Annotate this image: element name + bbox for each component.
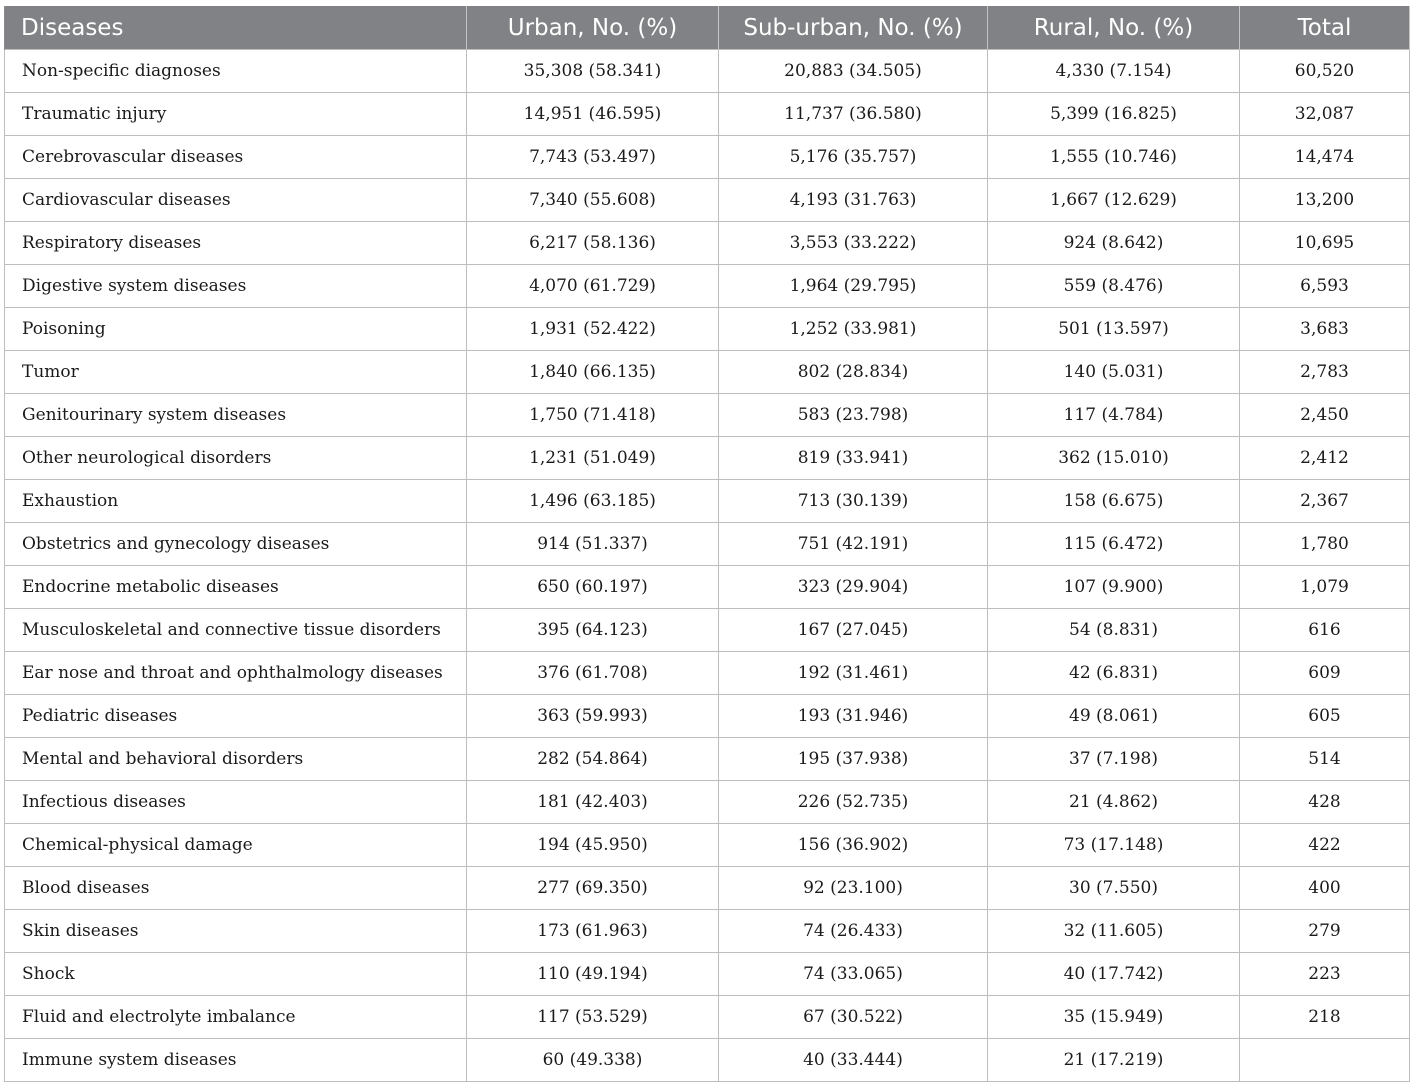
table-row (5, 652, 1410, 695)
cell-urban: 181 (42.403) (467, 781, 719, 824)
cell-total: 218 (1240, 996, 1410, 1039)
cell-urban: 1,750 (71.418) (467, 394, 719, 437)
cell-total: 13,200 (1240, 179, 1410, 222)
table-body (5, 50, 1410, 1082)
cell-rural: 5,399 (16.825) (988, 93, 1240, 136)
cell-disease: Fluid and electrolyte imbalance (5, 996, 467, 1039)
cell-disease: Ear nose and throat and ophthalmology diseases (5, 652, 467, 695)
cell-total: 514 (1240, 738, 1410, 781)
cell-total: 32,087 (1240, 93, 1410, 136)
cell-sub-urban: 802 (28.834) (719, 351, 988, 394)
cell-urban: 60 (49.338) (467, 1039, 719, 1082)
cell-total: 2,450 (1240, 394, 1410, 437)
cell-sub-urban: 751 (42.191) (719, 523, 988, 566)
cell-urban: 173 (61.963) (467, 910, 719, 953)
cell-rural: 49 (8.061) (988, 695, 1240, 738)
cell-rural: 4,330 (7.154) (988, 50, 1240, 93)
cell-sub-urban: 167 (27.045) (719, 609, 988, 652)
cell-rural: 54 (8.831) (988, 609, 1240, 652)
table-row (5, 695, 1410, 738)
table-row (5, 867, 1410, 910)
table-row (5, 394, 1410, 437)
cell-urban: 1,840 (66.135) (467, 351, 719, 394)
cell-total: 2,783 (1240, 351, 1410, 394)
cell-rural: 140 (5.031) (988, 351, 1240, 394)
cell-rural: 30 (7.550) (988, 867, 1240, 910)
cell-rural: 32 (11.605) (988, 910, 1240, 953)
cell-rural: 37 (7.198) (988, 738, 1240, 781)
cell-sub-urban: 40 (33.444) (719, 1039, 988, 1082)
table-row (5, 437, 1410, 480)
cell-total: 609 (1240, 652, 1410, 695)
table-row (5, 609, 1410, 652)
cell-rural: 1,555 (10.746) (988, 136, 1240, 179)
cell-rural: 1,667 (12.629) (988, 179, 1240, 222)
header-row (5, 6, 1410, 50)
cell-sub-urban: 5,176 (35.757) (719, 136, 988, 179)
table-row (5, 179, 1410, 222)
cell-sub-urban: 192 (31.461) (719, 652, 988, 695)
table-row (5, 93, 1410, 136)
table-row (5, 308, 1410, 351)
cell-rural: 158 (6.675) (988, 480, 1240, 523)
cell-sub-urban: 3,553 (33.222) (719, 222, 988, 265)
cell-rural: 21 (4.862) (988, 781, 1240, 824)
diseases-table (4, 6, 1410, 1082)
cell-sub-urban: 583 (23.798) (719, 394, 988, 437)
cell-urban: 650 (60.197) (467, 566, 719, 609)
cell-disease: Pediatric diseases (5, 695, 467, 738)
cell-urban: 277 (69.350) (467, 867, 719, 910)
cell-disease: Immune system diseases (5, 1039, 467, 1082)
cell-urban: 6,217 (58.136) (467, 222, 719, 265)
cell-urban: 35,308 (58.341) (467, 50, 719, 93)
cell-total: 1,780 (1240, 523, 1410, 566)
cell-disease: Obstetrics and gynecology diseases (5, 523, 467, 566)
cell-sub-urban: 92 (23.100) (719, 867, 988, 910)
header-diseases: Diseases (5, 6, 467, 50)
cell-sub-urban: 74 (26.433) (719, 910, 988, 953)
cell-total: 1,079 (1240, 566, 1410, 609)
table-row (5, 136, 1410, 179)
cell-disease: Genitourinary system diseases (5, 394, 467, 437)
cell-disease: Respiratory diseases (5, 222, 467, 265)
cell-total: 3,683 (1240, 308, 1410, 351)
cell-total: 6,593 (1240, 265, 1410, 308)
cell-disease: Cerebrovascular diseases (5, 136, 467, 179)
cell-rural: 115 (6.472) (988, 523, 1240, 566)
cell-disease: Mental and behavioral disorders (5, 738, 467, 781)
cell-urban: 7,743 (53.497) (467, 136, 719, 179)
header-urban: Urban, No. (%) (467, 6, 719, 50)
cell-sub-urban: 4,193 (31.763) (719, 179, 988, 222)
table-container (4, 6, 1409, 1082)
cell-rural: 362 (15.010) (988, 437, 1240, 480)
cell-sub-urban: 713 (30.139) (719, 480, 988, 523)
cell-total: 279 (1240, 910, 1410, 953)
header-total: Total (1240, 6, 1410, 50)
table-row (5, 523, 1410, 566)
cell-rural: 21 (17.219) (988, 1039, 1240, 1082)
cell-total: 2,367 (1240, 480, 1410, 523)
cell-disease: Other neurological disorders (5, 437, 467, 480)
cell-disease: Endocrine metabolic diseases (5, 566, 467, 609)
cell-disease: Exhaustion (5, 480, 467, 523)
table-row (5, 222, 1410, 265)
cell-sub-urban: 819 (33.941) (719, 437, 988, 480)
table-row (5, 1039, 1410, 1082)
cell-rural: 42 (6.831) (988, 652, 1240, 695)
cell-sub-urban: 193 (31.946) (719, 695, 988, 738)
cell-disease: Traumatic injury (5, 93, 467, 136)
cell-sub-urban: 1,964 (29.795) (719, 265, 988, 308)
cell-total: 400 (1240, 867, 1410, 910)
table-row (5, 351, 1410, 394)
cell-total: 60,520 (1240, 50, 1410, 93)
cell-total: 422 (1240, 824, 1410, 867)
table-row (5, 265, 1410, 308)
cell-urban: 395 (64.123) (467, 609, 719, 652)
cell-urban: 1,231 (51.049) (467, 437, 719, 480)
cell-disease: Non-specific diagnoses (5, 50, 467, 93)
cell-urban: 282 (54.864) (467, 738, 719, 781)
cell-rural: 35 (15.949) (988, 996, 1240, 1039)
cell-rural: 924 (8.642) (988, 222, 1240, 265)
cell-urban: 7,340 (55.608) (467, 179, 719, 222)
cell-urban: 1,496 (63.185) (467, 480, 719, 523)
cell-disease: Digestive system diseases (5, 265, 467, 308)
cell-disease: Chemical-physical damage (5, 824, 467, 867)
cell-urban: 194 (45.950) (467, 824, 719, 867)
cell-disease: Cardiovascular diseases (5, 179, 467, 222)
header-sub-urban: Sub-urban, No. (%) (719, 6, 988, 50)
table-row (5, 996, 1410, 1039)
cell-urban: 117 (53.529) (467, 996, 719, 1039)
cell-disease: Poisoning (5, 308, 467, 351)
cell-urban: 914 (51.337) (467, 523, 719, 566)
table-row (5, 480, 1410, 523)
cell-urban: 363 (59.993) (467, 695, 719, 738)
cell-disease: Infectious diseases (5, 781, 467, 824)
cell-total: 14,474 (1240, 136, 1410, 179)
cell-disease: Tumor (5, 351, 467, 394)
cell-sub-urban: 67 (30.522) (719, 996, 988, 1039)
table-row (5, 738, 1410, 781)
table-row (5, 953, 1410, 996)
cell-sub-urban: 323 (29.904) (719, 566, 988, 609)
cell-urban: 1,931 (52.422) (467, 308, 719, 351)
table-row (5, 781, 1410, 824)
table-row (5, 910, 1410, 953)
cell-urban: 110 (49.194) (467, 953, 719, 996)
cell-rural: 73 (17.148) (988, 824, 1240, 867)
table-row (5, 566, 1410, 609)
cell-total (1240, 1039, 1410, 1082)
cell-rural: 107 (9.900) (988, 566, 1240, 609)
cell-rural: 40 (17.742) (988, 953, 1240, 996)
cell-sub-urban: 226 (52.735) (719, 781, 988, 824)
cell-total: 428 (1240, 781, 1410, 824)
table-row (5, 824, 1410, 867)
cell-total: 616 (1240, 609, 1410, 652)
cell-disease: Skin diseases (5, 910, 467, 953)
cell-sub-urban: 20,883 (34.505) (719, 50, 988, 93)
cell-disease: Blood diseases (5, 867, 467, 910)
table-header (5, 6, 1410, 50)
cell-sub-urban: 11,737 (36.580) (719, 93, 988, 136)
cell-urban: 14,951 (46.595) (467, 93, 719, 136)
cell-total: 10,695 (1240, 222, 1410, 265)
cell-rural: 559 (8.476) (988, 265, 1240, 308)
table-row (5, 50, 1410, 93)
cell-disease: Musculoskeletal and connective tissue disorders (5, 609, 467, 652)
cell-total: 605 (1240, 695, 1410, 738)
header-rural: Rural, No. (%) (988, 6, 1240, 50)
cell-rural: 501 (13.597) (988, 308, 1240, 351)
cell-disease: Shock (5, 953, 467, 996)
cell-sub-urban: 1,252 (33.981) (719, 308, 988, 351)
cell-urban: 376 (61.708) (467, 652, 719, 695)
cell-rural: 117 (4.784) (988, 394, 1240, 437)
cell-sub-urban: 195 (37.938) (719, 738, 988, 781)
cell-total: 223 (1240, 953, 1410, 996)
cell-total: 2,412 (1240, 437, 1410, 480)
cell-urban: 4,070 (61.729) (467, 265, 719, 308)
cell-sub-urban: 74 (33.065) (719, 953, 988, 996)
cell-sub-urban: 156 (36.902) (719, 824, 988, 867)
